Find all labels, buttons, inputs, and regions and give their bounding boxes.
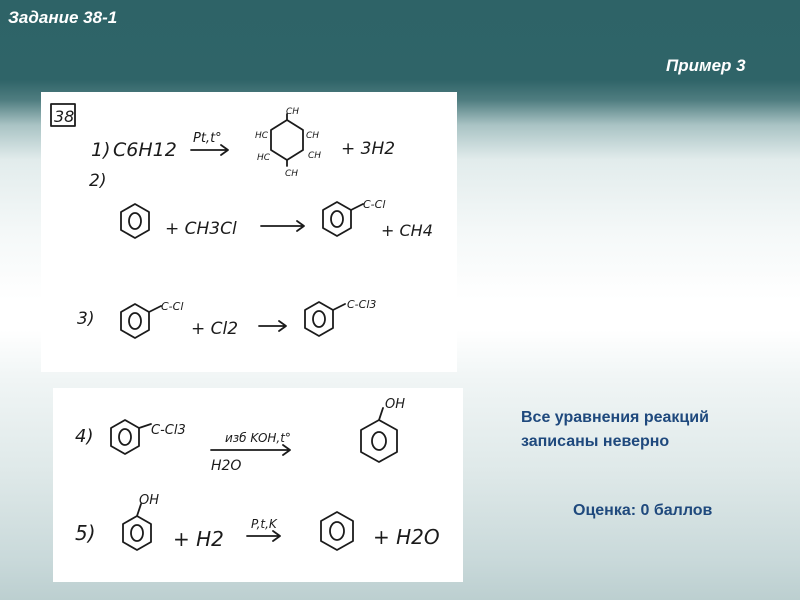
slide-title: Задание 38-1 [8,8,118,27]
reaction-4-ring-reactant-circle [119,429,131,445]
reaction-5-arrow [247,531,280,541]
reaction-5-product: + H2O [373,525,440,549]
teacher-comment [521,406,709,454]
reaction-4-substituent: C-Cl3 [151,423,186,438]
handwriting-drawing-2 [53,388,463,582]
reaction-4-ring-product-circle [372,432,386,450]
reaction-2-ring-product [323,202,351,236]
reaction-1-h-right-bottom: CH [308,151,322,161]
reaction-5-ring-reactant-circle [131,525,143,541]
reaction-2-reagent: + CH3Cl [165,219,237,239]
reaction-5-number: 5) [75,521,96,545]
reaction-5-conditions: P,t,K [251,517,277,531]
reaction-1-h-top: CH [286,107,300,117]
reaction-2-byproduct: + CH4 [381,221,433,240]
reaction-4-conditions-top: изб KOH,t° [225,431,291,445]
reaction-1-ring [271,120,303,160]
reaction-5-reagent: + H2 [173,527,224,551]
grade-text: Оценка: 0 баллов [573,502,713,519]
reaction-4-oh: OH [385,397,406,412]
reaction-2-number: 2) [89,171,107,191]
reaction-3-substituent-left: C-Cl [161,300,184,313]
reaction-3-reagent: + Cl2 [191,319,239,339]
reaction-2-ring-reactant [121,204,149,238]
handwriting-drawing-1 [41,92,457,372]
reaction-4-oh-bond [379,408,383,420]
reaction-3-ring-reactant [121,304,149,338]
reaction-3-number: 3) [77,309,95,329]
reaction-5-ring-product-circle [330,522,344,540]
reaction-3-bond-left [149,306,161,312]
reaction-1-h-left-top: HC [255,131,269,141]
reaction-4-arrow [211,445,290,455]
handwritten-scan-reactions-1-3 [41,92,457,372]
reaction-4-number: 4) [75,426,94,447]
reaction-5-ring-product [321,512,353,550]
reaction-1-h-bottom: CH [285,169,299,179]
reaction-5-ring-reactant [123,516,151,550]
reaction-1-h-right-top: CH [306,131,320,141]
reaction-3-ring-product-circle [313,311,325,327]
reaction-4-ring-product [361,420,397,462]
reaction-1-h-left-bottom: HC [257,153,271,163]
comment-line-2: записаны неверно [521,433,670,450]
reaction-4-conditions-bottom: H2O [211,458,242,474]
handwritten-scan-reactions-4-5 [53,388,463,582]
reaction-1-number: 1) [91,139,111,161]
reaction-4-bond [139,424,151,428]
reaction-2-substituent: C-Cl [363,198,386,211]
reaction-2-ring-reactant-circle [129,213,141,229]
reaction-3-ring-product [305,302,333,336]
reaction-1-reactant: C6H12 [113,139,177,161]
task-number: 38 [54,107,75,126]
reaction-3-bond-right [333,304,345,310]
reaction-2-bond [351,204,363,210]
reaction-3-arrow [259,321,286,331]
reaction-2-ring-product-circle [331,211,343,227]
reaction-4-ring-reactant [111,420,139,454]
comment-line-1: Все уравнения реакций [521,409,709,426]
reaction-3-substituent-right: C-Cl3 [347,298,377,311]
reaction-1-arrow [191,145,228,155]
reaction-2-arrow [261,221,304,231]
reaction-5-oh: OH [139,493,160,508]
slide-subtitle: Пример 3 [666,56,746,75]
reaction-1-conditions: Pt,t° [193,131,222,146]
reaction-3-ring-reactant-circle [129,313,141,329]
reaction-1-product: + 3H2 [341,139,396,159]
